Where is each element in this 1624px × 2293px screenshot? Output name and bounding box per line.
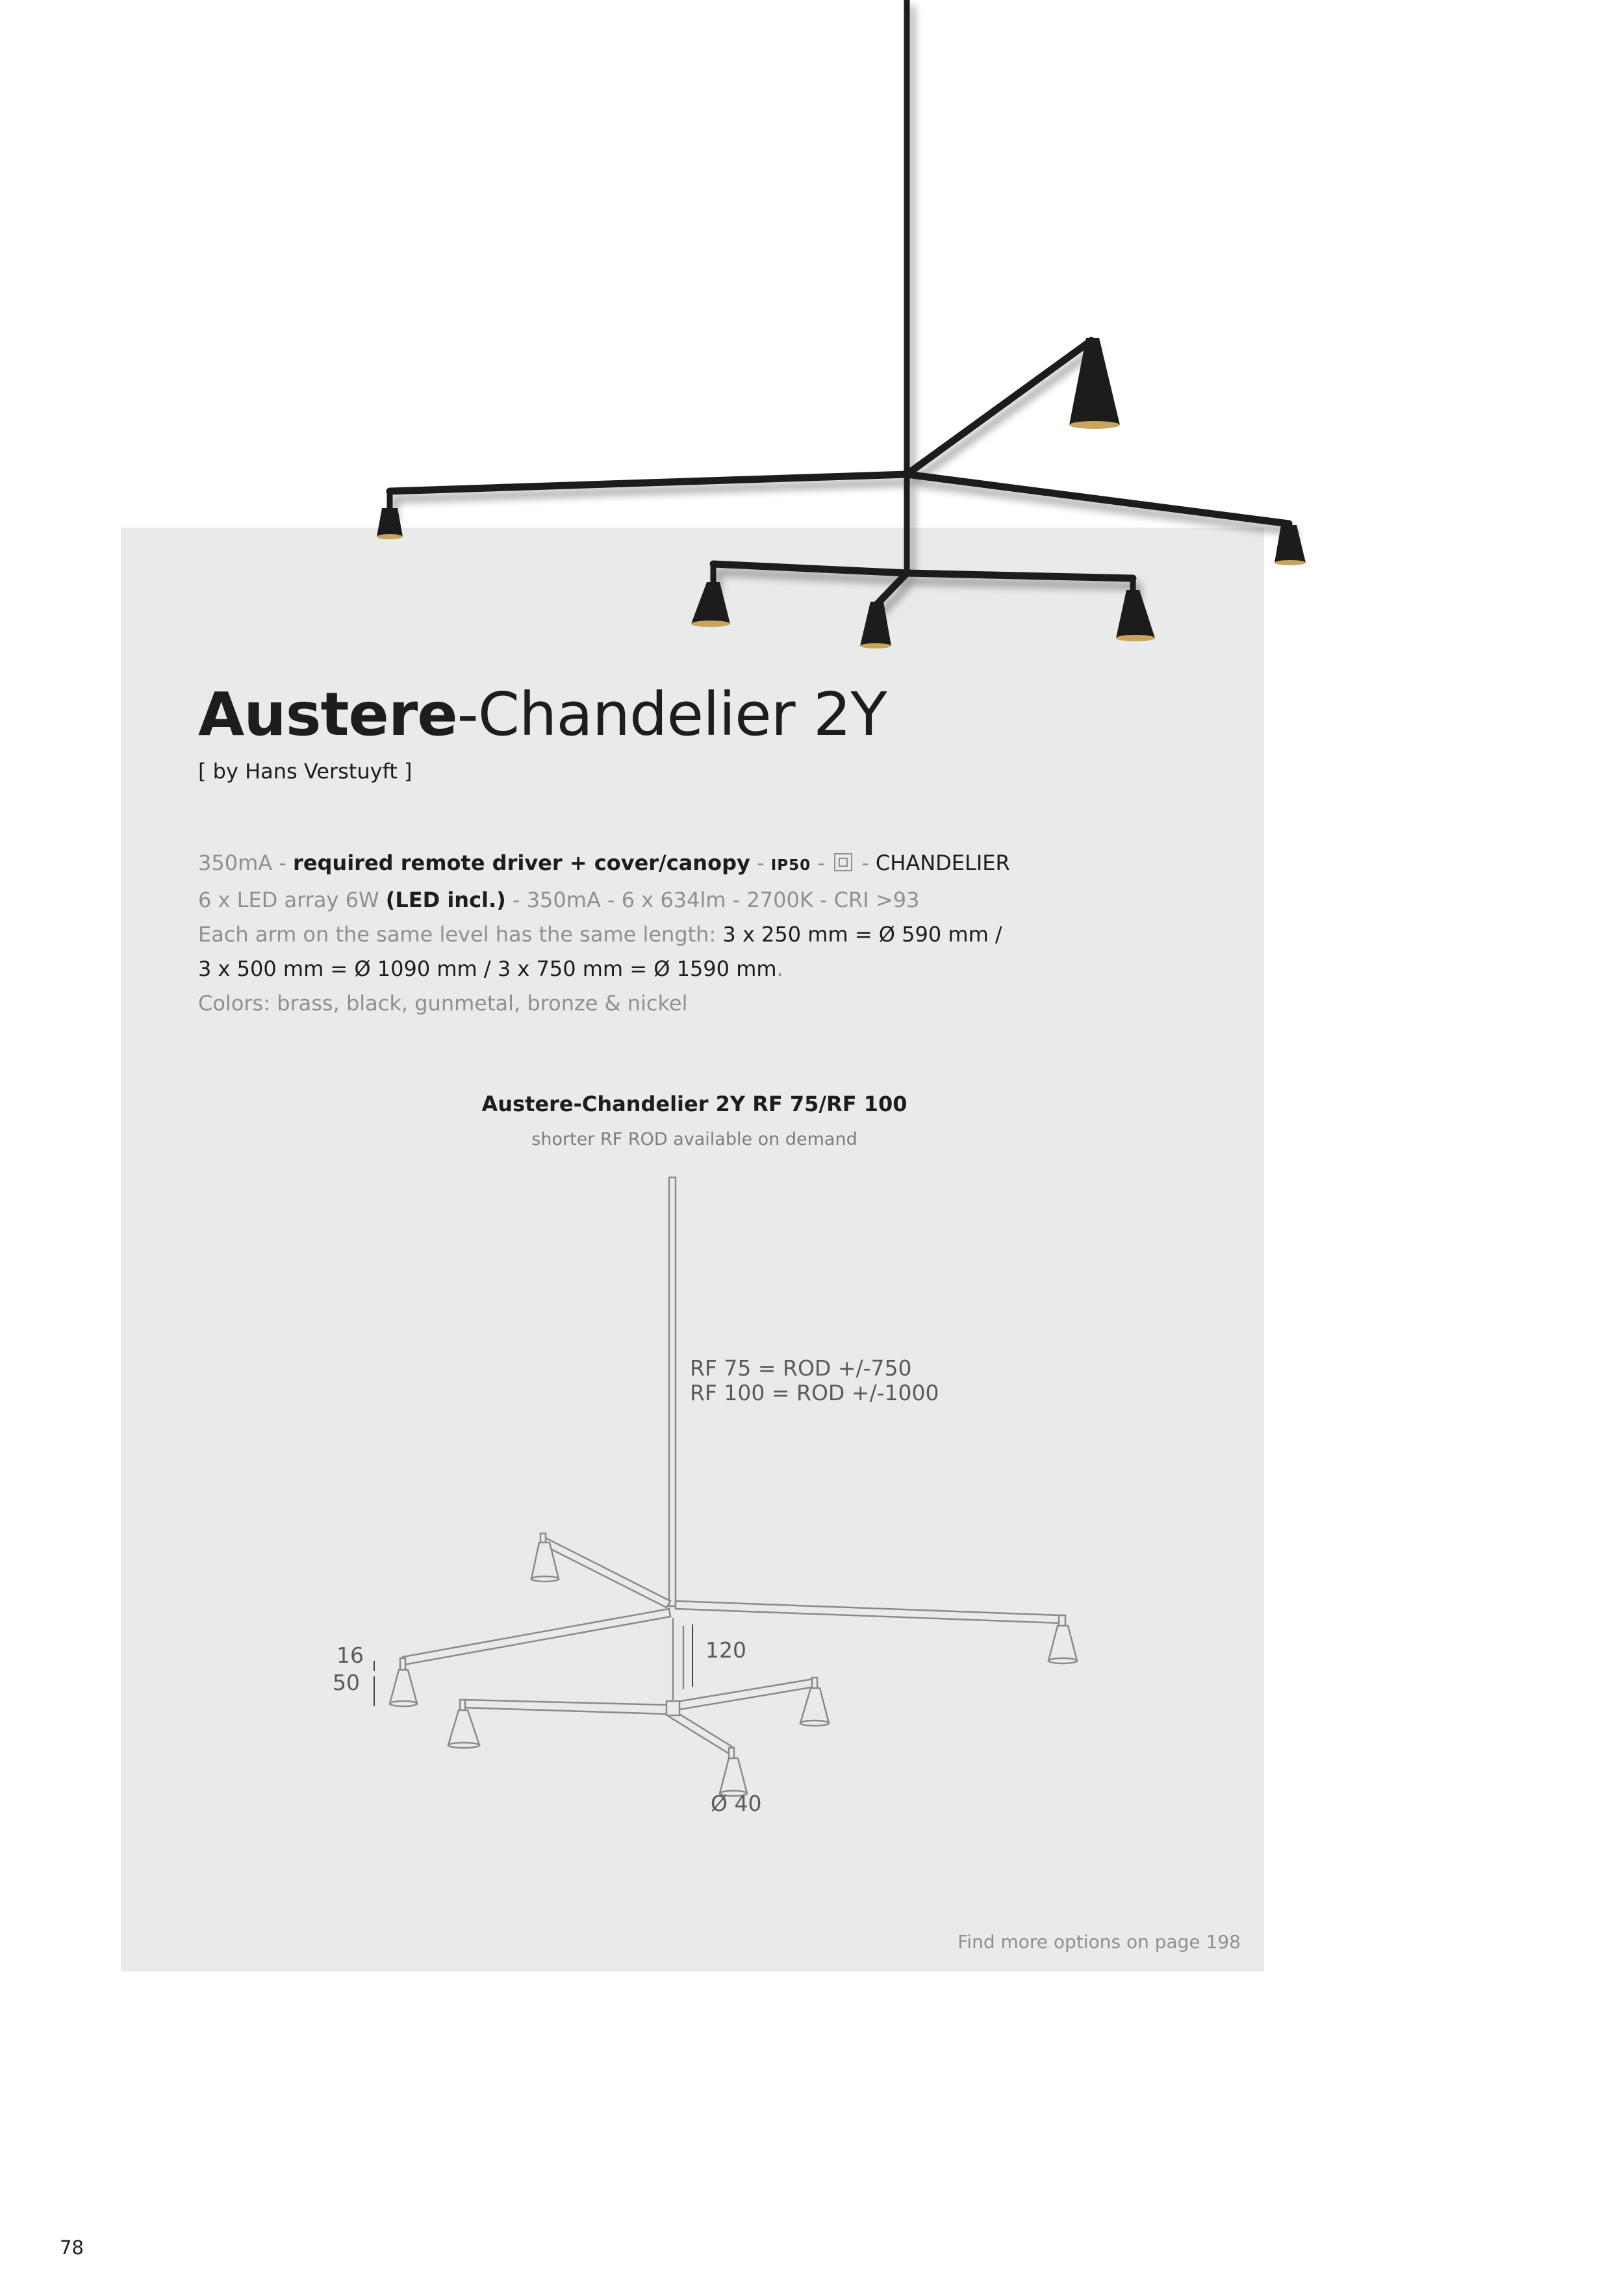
drawing-title: Austere-Chandelier 2Y RF 75/RF 100	[481, 1092, 907, 1116]
spec-list	[198, 846, 1010, 1021]
spec-line-1	[198, 846, 1010, 883]
dim-shade-height-label: 50	[333, 1670, 360, 1695]
designer-credit: [ by Hans Verstuyft ]	[198, 759, 412, 784]
spec-separator: -	[855, 851, 876, 875]
spec-arm-dims-1: 3 x 250 mm = Ø 590 mm /	[722, 922, 1002, 947]
spec-led-included: (LED incl.)	[385, 888, 506, 912]
spec-separator: -	[811, 851, 832, 875]
lamp-shade-icon	[377, 338, 1306, 648]
class-ii-icon	[834, 853, 852, 871]
spec-arm-dims-2: 3 x 500 mm = Ø 1090 mm / 3 x 750 mm = Ø 1590 mm	[198, 956, 777, 981]
spec-separator: -	[272, 851, 294, 875]
technical-drawing	[0, 1157, 1624, 1845]
dim-drop-label: 120	[705, 1637, 746, 1663]
spec-current: 350mA	[198, 851, 273, 875]
product-name-rest: -Chandelier 2Y	[457, 680, 887, 749]
dim-diameter-label: Ø 40	[711, 1791, 762, 1816]
ip-rating: IP50	[770, 857, 811, 874]
drawing-subtitle: shorter RF ROD available on demand	[531, 1129, 857, 1149]
rod-note-rf100: RF 100 = ROD +/-1000	[690, 1380, 939, 1405]
spec-led-array: 6 x LED array 6W	[198, 888, 386, 912]
page-number: 78	[60, 2236, 84, 2259]
spec-arm-intro: Each arm on the same level has the same length:	[198, 922, 723, 947]
fixture-type: CHANDELIER	[875, 851, 1010, 875]
spec-line-2	[198, 883, 1010, 917]
shade-outline-icon	[390, 1543, 1077, 1796]
spec-colors: Colors: brass, black, gunmetal, bronze & nickel	[198, 991, 688, 1016]
spec-requirement: required remote driver + cover/canopy	[293, 851, 750, 875]
product-title	[198, 676, 887, 754]
spec-separator: -	[750, 851, 771, 875]
more-options-note: Find more options on page 198	[958, 1931, 1241, 1953]
rod-note-rf75: RF 75 = ROD +/-750	[690, 1355, 912, 1381]
spec-led-details: - 350mA - 6 x 634lm - 2700K - CRI >93	[505, 888, 920, 912]
dim-shade-top-label: 16	[336, 1643, 364, 1668]
product-name-bold: Austere	[198, 680, 457, 749]
spec-line-4	[198, 952, 1010, 986]
spec-period: .	[776, 956, 783, 981]
product-photo	[0, 0, 1624, 689]
spec-line-3	[198, 917, 1010, 952]
